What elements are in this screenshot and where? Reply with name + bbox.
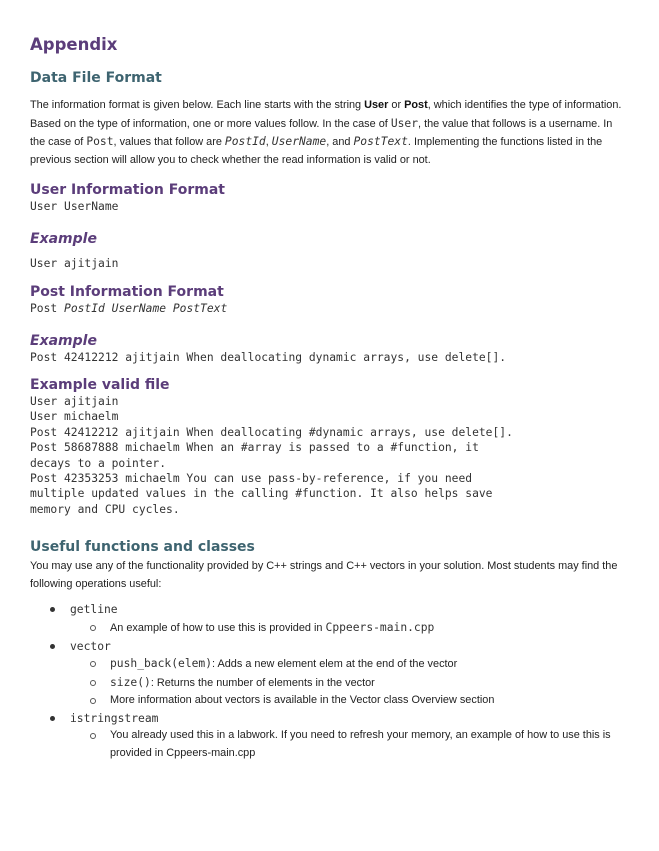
user-format-heading: User Information Format xyxy=(30,182,225,199)
data-file-format-heading: Data File Format xyxy=(30,70,162,86)
bullet-dot xyxy=(50,644,55,649)
vector-label: vector xyxy=(70,639,111,653)
inline-code-posttext: PostText xyxy=(353,135,408,149)
list-item-vector xyxy=(30,638,629,710)
vector-size-item: size(): Returns the number of elements in the vector xyxy=(70,674,629,693)
inline-code-postid: PostId xyxy=(224,135,266,149)
getline-label: getline xyxy=(70,603,118,617)
data-file-format-paragraph: The information format is given below. Each line starts with the string User or Post, which identifies the type of information. Based on the type of information, one or more values follow. In the case of User, the value that follows is a username. In the case of Post, values that follow are PostId, UserName, and PostText. Implementing the functions listed in the previous section will allow you to check whether the read information is valid or not. xyxy=(30,99,622,166)
vector-push-back-item: push_back(elem): Adds a new element elem at the end of the vector xyxy=(70,655,629,674)
circle-bullet xyxy=(90,625,96,631)
user-example-code: User ajitjain xyxy=(30,256,119,270)
inline-code-post: Post xyxy=(86,135,114,149)
circle-bullet xyxy=(90,661,96,667)
valid-file-code: User ajitjain User michaelm Post 42412212 ajitjain When deallocating #dynamic arrays, use delete[]. Post 58687888 michaelm When an #array is passed to a #function, it decays to a pointer. Post 42353253 michaelm You can use pass-by-reference, if you need multiple updated values in the calling #function. It also helps save memory and CPU cycles. xyxy=(30,395,513,516)
inline-code-user: User xyxy=(390,116,419,130)
useful-intro: You may use any of the functionality provided by C++ strings and C++ vectors in your solution. Most students may find the following operations useful: xyxy=(30,560,618,590)
circle-bullet xyxy=(90,698,96,704)
istringstream-label: istringstream xyxy=(70,711,159,725)
circle-bullet xyxy=(90,733,96,739)
list-item-getline xyxy=(30,601,629,637)
getline-sub-item: An example of how to use this is provided in Cppeers-main.cpp xyxy=(70,619,629,638)
user-format-code: User UserName xyxy=(30,200,119,214)
user-example-heading: Example xyxy=(30,230,97,247)
appendix-title: Appendix xyxy=(30,35,118,54)
inline-code-username: UserName xyxy=(271,135,327,149)
keyword-post: Post xyxy=(404,99,428,111)
post-format-code: Post PostId UserName PostText xyxy=(30,302,228,316)
post-example-heading: Example xyxy=(30,332,97,349)
valid-file-heading: Example valid file xyxy=(30,377,170,393)
post-example-code: Post 42412212 ajitjain When deallocating dynamic arrays, use delete[]. xyxy=(30,350,507,364)
list-item-istringstream xyxy=(30,710,629,763)
vector-more-info-item: More information about vectors is available in the Vector class Overview section xyxy=(70,692,629,710)
bullet-dot xyxy=(50,716,55,721)
bullet-dot xyxy=(50,607,55,612)
post-format-heading: Post Information Format xyxy=(30,284,224,301)
circle-bullet xyxy=(90,680,96,686)
useful-heading: Useful functions and classes xyxy=(30,539,255,556)
useful-list xyxy=(30,601,629,762)
keyword-user: User xyxy=(364,99,389,111)
istringstream-sub-item: You already used this in a labwork. If you need to refresh your memory, an example of how to use this is provided in Cppeers-main.cpp xyxy=(70,727,629,762)
